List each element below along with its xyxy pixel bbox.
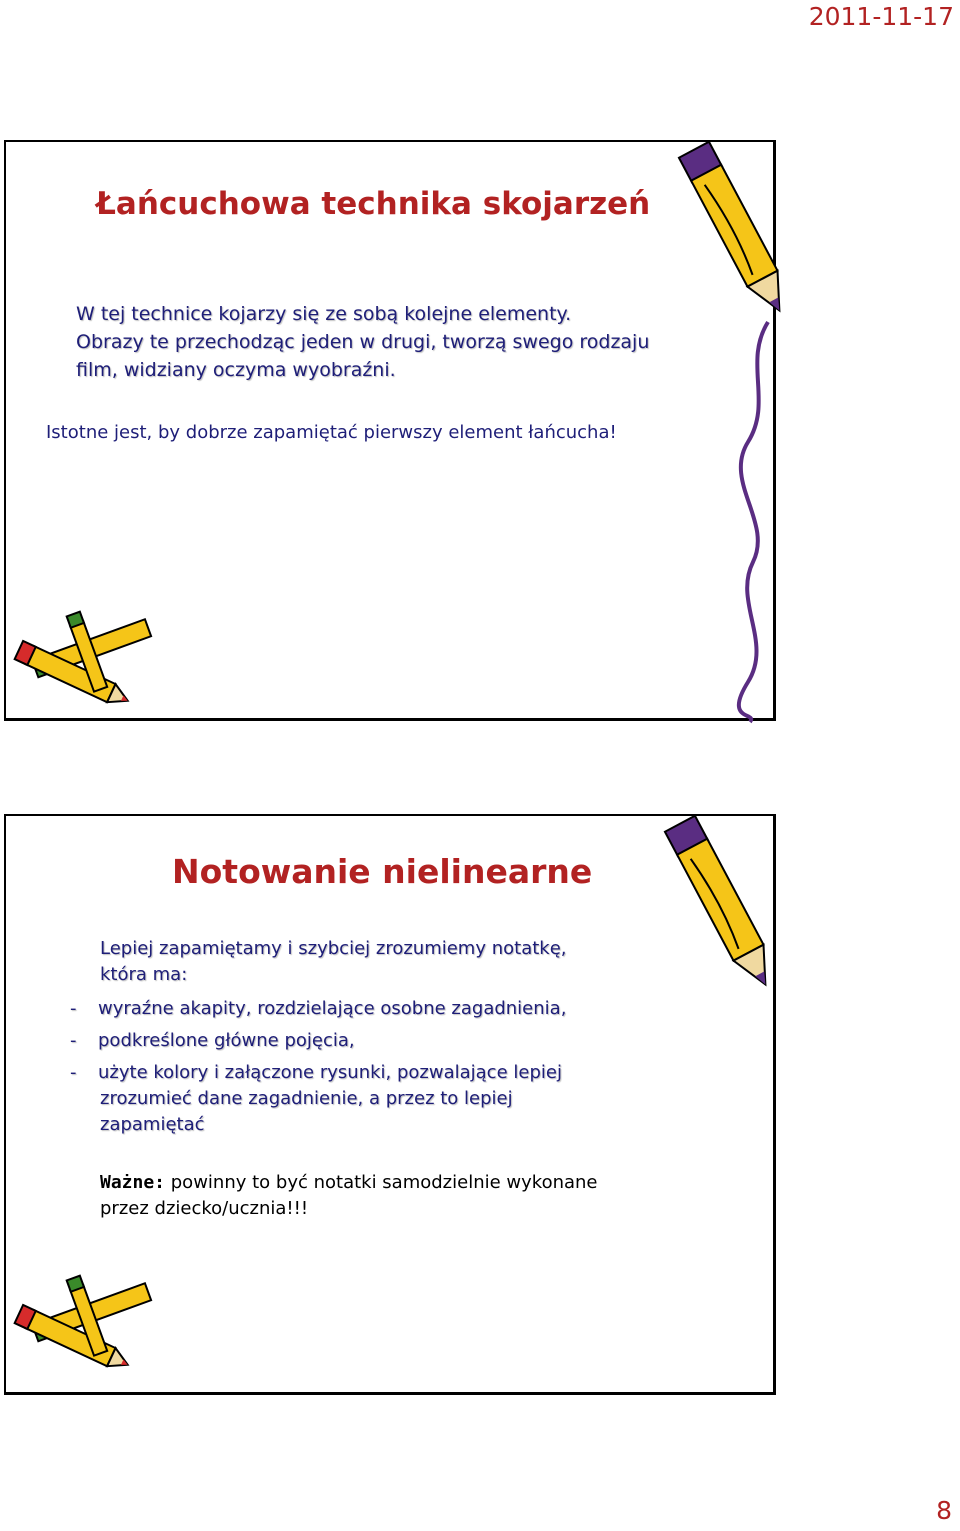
slide-2-intro-line-2: która ma: — [100, 964, 188, 985]
list-item — [70, 1028, 566, 1054]
list-dash: - — [70, 1030, 77, 1051]
slide-2-list — [70, 996, 566, 1138]
slide-1 — [4, 140, 776, 721]
list-dash: - — [70, 998, 77, 1019]
list-item — [70, 996, 566, 1022]
slide-1-paragraph — [76, 300, 716, 384]
crossed-pencils-icon — [6, 1276, 166, 1386]
slide-1-note: Istotne jest, by dobrze zapamiętać pierwszy element łańcucha! — [46, 422, 617, 443]
list-item-3-line-2: zrozumieć dane zagadnienie, a przez to lepiej — [100, 1088, 513, 1109]
slide-1-line-1: W tej technice kojarzy się ze sobą kolejne elementy. — [76, 303, 572, 325]
slide-2-important-note — [100, 1170, 598, 1222]
list-item-2-text: podkreślone główne pojęcia, — [98, 1030, 355, 1051]
pencil-icon — [656, 142, 776, 332]
list-item-3-line-1: użyte kolory i załączone rysunki, pozwalające lepiej — [98, 1062, 562, 1083]
list-item-1-text: wyraźne akapity, rozdzielające osobne zagadnienia, — [98, 998, 567, 1019]
slide-1-line-3: film, widziany oczyma wyobraźni. — [76, 359, 396, 381]
wavy-line — [738, 322, 778, 722]
important-line-1: powinny to być notatki samodzielnie wykonane — [165, 1172, 598, 1193]
slide-1-line-2: Obrazy te przechodząc jeden w drugi, tworzą swego rodzaju — [76, 331, 650, 353]
page-number: 8 — [936, 1496, 952, 1525]
slide-2-intro — [100, 936, 567, 988]
list-item — [70, 1060, 566, 1086]
slide-2-title: Notowanie nielinearne — [172, 852, 593, 891]
slide-2-intro-line-1: Lepiej zapamiętamy i szybciej zrozumiemy notatkę, — [100, 938, 567, 959]
list-dash: - — [70, 1062, 77, 1083]
crossed-pencils-icon — [6, 612, 166, 722]
slide-2 — [4, 814, 776, 1395]
list-item-3-line-3: zapamiętać — [100, 1114, 205, 1135]
slide-1-title: Łańcuchowa technika skojarzeń — [96, 186, 651, 222]
date-header: 2011-11-17 — [808, 2, 954, 31]
pencil-icon — [642, 816, 772, 1006]
important-line-2: przez dziecko/ucznia!!! — [100, 1198, 309, 1219]
important-label: Ważne: — [100, 1172, 166, 1193]
